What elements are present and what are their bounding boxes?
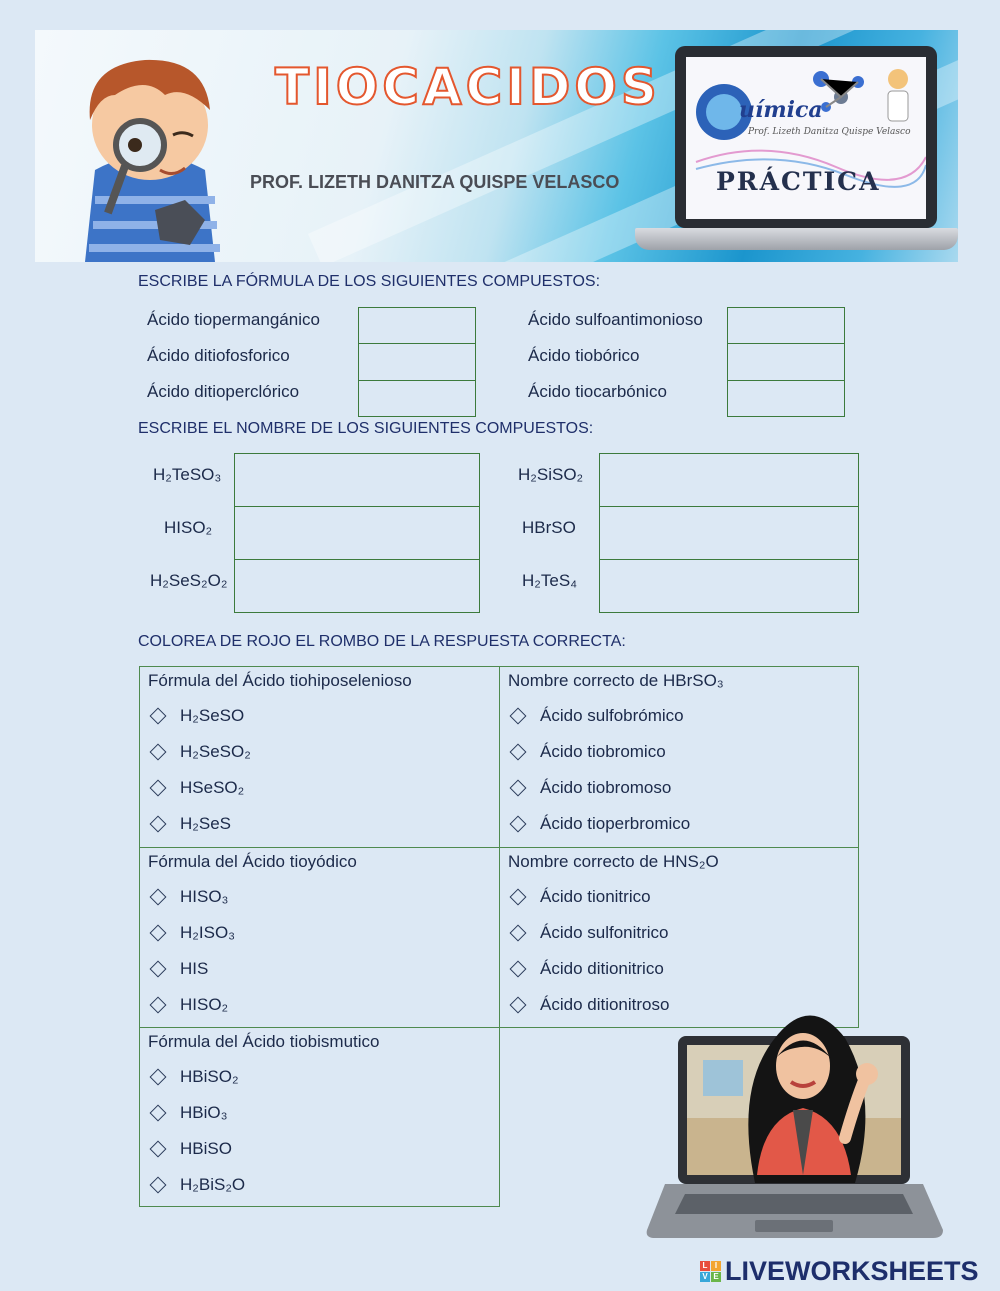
option-label: H₂SeSO [180, 706, 245, 725]
question-cell [139, 1027, 500, 1207]
teacher-laptop-illustration [645, 998, 945, 1253]
name-answer-box[interactable] [234, 559, 480, 613]
formula-label: H₂SiSO₂ [518, 465, 584, 484]
answer-option[interactable] [150, 1103, 228, 1123]
formula-label: H₂TeS₄ [522, 571, 578, 590]
formula-answer-box[interactable] [358, 380, 476, 417]
worksheet-title: TIOCACIDOS [275, 58, 661, 116]
formula-answer-box[interactable] [727, 307, 845, 344]
question-title: Fórmula del Ácido tiobismutico [148, 1032, 380, 1051]
answer-option[interactable] [510, 887, 651, 907]
diamond-icon[interactable] [510, 925, 527, 942]
option-label: Ácido tioperbromico [540, 814, 691, 833]
diamond-icon[interactable] [150, 889, 167, 906]
compound-name: Ácido tiopermangánico [147, 310, 320, 329]
answer-option[interactable] [510, 814, 690, 834]
name-answer-box[interactable] [599, 453, 859, 507]
option-label: Ácido tiobromico [540, 742, 666, 761]
option-label: H₂BiS₂O [180, 1175, 246, 1194]
question-cell [139, 666, 500, 848]
option-label: Ácido ditionitroso [540, 995, 670, 1014]
option-label: HBiSO [180, 1139, 232, 1158]
practice-label: PRÁCTICA [716, 167, 881, 196]
answer-option[interactable] [150, 995, 228, 1015]
answer-option[interactable] [150, 959, 208, 979]
chemistry-brand-subtitle: Prof. Lizeth Danitza Quispe Velasco [748, 127, 911, 137]
answer-option[interactable] [510, 706, 684, 726]
answer-option[interactable] [150, 1139, 232, 1159]
question-title: Fórmula del Ácido tiohiposelenioso [148, 671, 412, 690]
option-label: HSeSO₂ [180, 778, 245, 797]
diamond-icon[interactable] [150, 1105, 167, 1122]
question-title: Nombre correcto de HNS₂O [508, 852, 719, 871]
formula-label: H₂TeSO₃ [153, 465, 222, 484]
header-banner [35, 30, 958, 262]
formula-answer-box[interactable] [727, 343, 845, 381]
diamond-icon[interactable] [150, 708, 167, 725]
question-title: Fórmula del Ácido tioyódico [148, 852, 357, 871]
badge-letter: I [711, 1261, 721, 1271]
answer-option[interactable] [150, 1067, 239, 1087]
chemistry-brand: uímica [739, 97, 823, 123]
option-label: H₂SeSO₂ [180, 742, 251, 761]
compound-name: Ácido ditiofosforico [147, 346, 290, 365]
answer-option[interactable] [150, 706, 244, 726]
diamond-icon[interactable] [510, 744, 527, 761]
answer-option[interactable] [150, 814, 231, 834]
name-answer-box[interactable] [234, 506, 480, 560]
professor-name: PROF. LIZETH DANITZA QUISPE VELASCO [250, 172, 620, 192]
option-label: HISO₃ [180, 887, 229, 906]
formula-label: HBrSO [522, 518, 576, 537]
question-title: Nombre correcto de HBrSO₃ [508, 671, 724, 690]
answer-option[interactable] [150, 887, 229, 907]
diamond-icon[interactable] [150, 925, 167, 942]
diamond-icon[interactable] [510, 961, 527, 978]
section1-heading: ESCRIBE LA FÓRMULA DE LOS SIGUIENTES COMPUESTOS: [138, 273, 601, 290]
badge-letter: V [700, 1272, 710, 1282]
option-label: Ácido tionitrico [540, 887, 651, 906]
option-label: Ácido sulfobrómico [540, 706, 684, 725]
section2-heading: ESCRIBE EL NOMBRE DE LOS SIGUIENTES COMPUESTOS: [138, 420, 594, 437]
option-label: Ácido sulfonitrico [540, 923, 669, 942]
diamond-icon[interactable] [150, 816, 167, 833]
diamond-icon[interactable] [150, 744, 167, 761]
diamond-icon[interactable] [510, 708, 527, 725]
question-cell [139, 847, 500, 1028]
diamond-icon[interactable] [150, 997, 167, 1014]
question-cell [499, 666, 859, 848]
section3-heading: COLOREA DE ROJO EL ROMBO DE LA RESPUESTA CORRECTA: [138, 633, 626, 650]
logo-text: LIVEWORKSHEETS [725, 1256, 979, 1286]
formula-answer-box[interactable] [358, 343, 476, 381]
option-label: Ácido tiobromoso [540, 778, 672, 797]
formula-label: HISO₂ [164, 518, 213, 537]
option-label: HIS [180, 959, 209, 978]
answer-option[interactable] [510, 959, 664, 979]
compound-name: Ácido tiocarbónico [528, 382, 667, 401]
laptop-screen-content [686, 57, 926, 219]
name-answer-box[interactable] [234, 453, 480, 507]
option-label: HISO₂ [180, 995, 229, 1014]
laptop-base [635, 228, 958, 250]
answer-option[interactable] [510, 778, 671, 798]
liveworksheets-logo[interactable] [700, 1256, 979, 1287]
name-answer-box[interactable] [599, 506, 859, 560]
diamond-icon[interactable] [510, 816, 527, 833]
diamond-icon[interactable] [150, 1177, 167, 1194]
option-label: H₂SeS [180, 814, 232, 833]
diamond-icon[interactable] [150, 961, 167, 978]
name-answer-box[interactable] [599, 559, 859, 613]
diamond-icon[interactable] [510, 780, 527, 797]
formula-answer-box[interactable] [727, 380, 845, 417]
answer-option[interactable] [150, 1175, 245, 1195]
compound-name: Ácido tiobórico [528, 346, 640, 365]
compound-name: Ácido ditioperclórico [147, 382, 300, 401]
diamond-icon[interactable] [510, 997, 527, 1014]
answer-option[interactable] [150, 778, 244, 798]
option-label: HBiO₃ [180, 1103, 228, 1122]
badge-letter: L [700, 1261, 710, 1271]
badge-letter: E [711, 1272, 721, 1282]
boy-magnifier-illustration [55, 50, 245, 262]
answer-option[interactable] [510, 923, 669, 943]
diamond-icon[interactable] [150, 1141, 167, 1158]
diamond-icon[interactable] [510, 889, 527, 906]
option-label: H₂ISO₃ [180, 923, 236, 942]
answer-option[interactable] [150, 742, 251, 762]
formula-answer-box[interactable] [358, 307, 476, 344]
option-label: Ácido ditionitrico [540, 959, 664, 978]
diamond-icon[interactable] [150, 1069, 167, 1086]
answer-option[interactable] [510, 742, 666, 762]
liveworksheets-badge-icon [700, 1261, 721, 1282]
diamond-icon[interactable] [150, 780, 167, 797]
option-label: HBiSO₂ [180, 1067, 239, 1086]
answer-option[interactable] [150, 923, 235, 943]
formula-label: H₂SeS₂O₂ [150, 571, 228, 590]
compound-name: Ácido sulfoantimonioso [528, 310, 703, 329]
